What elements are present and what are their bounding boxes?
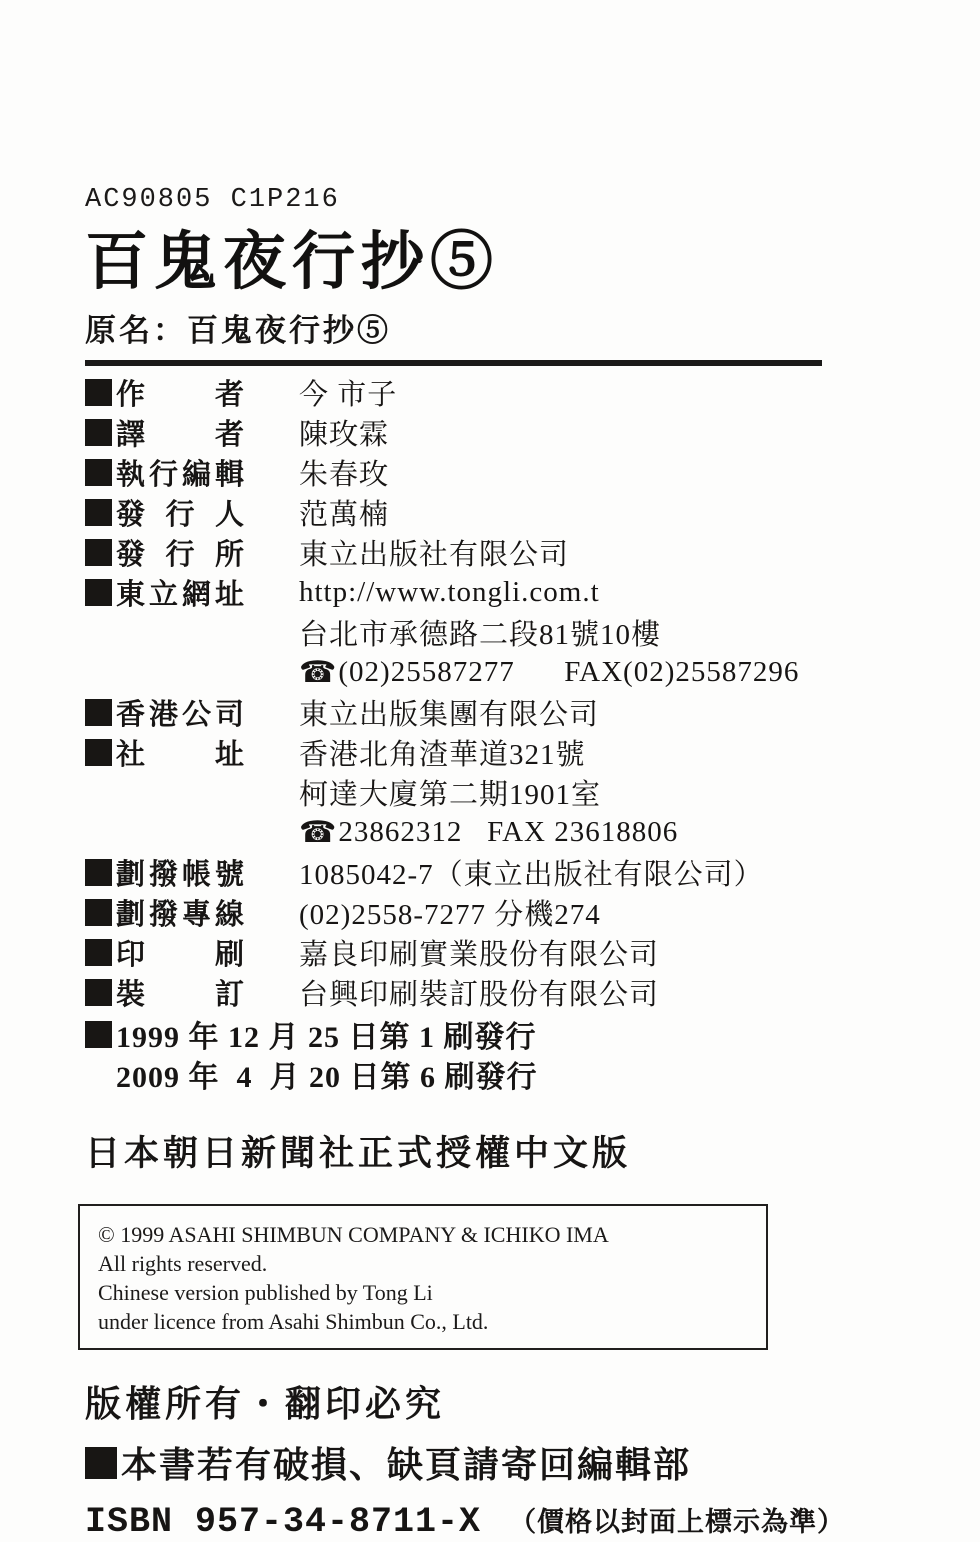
row-website [85,572,920,612]
bullet-square-icon [85,739,112,766]
row-executive-editor [85,452,920,492]
row-value: 東立出版集團有限公司 [299,698,600,731]
row-value: 香港北角渣華道321號 [299,738,586,771]
print-code: AC90805 C1P216 [85,185,340,215]
row-label: 裝訂 [116,978,244,1011]
bullet-square-icon [85,1021,112,1048]
authorization-statement: 日本朝日新聞社正式授權中文版 [85,1134,632,1174]
row-label: 東立網址 [116,578,244,611]
row-value: 范萬楠 [299,498,390,531]
row-value: (02)25587277 FAX(02)25587296 [338,655,800,688]
edition-text: 1999 年 12 月 25 日第 1 刷發行 [116,1021,537,1055]
row-hk-address-2 [85,772,920,812]
row-value: 今 市子 [299,378,398,411]
row-label: 發行人 [116,498,244,531]
row-label: 執行編輯 [116,458,244,491]
row-label: 發行所 [116,538,244,571]
first-printing [85,1014,920,1054]
bullet-square-icon [85,379,112,406]
row-value: 柯達大廈第二期1901室 [299,778,602,811]
price-note: （價格以封面上標示為準） [509,1507,846,1538]
row-label: 劃撥專線 [116,898,244,931]
bullet-square-icon [85,859,112,886]
bullet-square-icon [85,939,112,966]
row-translator [85,412,920,452]
bullet-square-icon [85,899,112,926]
row-taipei-address [85,612,920,652]
row-printing [85,932,920,972]
row-value: 23862312 FAX 23618806 [338,815,679,848]
phone-icon: ☎ [299,654,337,690]
row-value: 朱春玫 [299,458,390,491]
row-value: 台北市承德路二段81號10樓 [299,618,662,651]
bullet-square-icon [85,499,112,526]
license-rights-line: All rights reserved. [98,1251,268,1277]
bullet-square-icon [85,539,112,566]
divider-rule [85,360,822,366]
license-version-line: Chinese version published by Tong Li [98,1280,433,1306]
row-postal-account [85,852,920,892]
edition-text: 2009 年 4 月 20 日第 6 刷發行 [116,1061,538,1095]
damage-notice-text: 本書若有破損、缺頁請寄回編輯部 [121,1445,692,1486]
isbn-row [85,1500,920,1542]
row-label: 香港公司 [116,698,244,731]
row-value: 嘉良印刷實業股份有限公司 [299,938,660,971]
row-publishing-house [85,532,920,572]
bullet-square-icon [85,979,112,1006]
sixth-printing [85,1054,920,1094]
row-postal-hotline [85,892,920,932]
row-taipei-phone [85,652,920,692]
isbn-number: ISBN 957-34-8711-X [85,1502,482,1542]
colophon-rows [85,372,920,1012]
row-label: 劃撥帳號 [116,858,244,891]
row-author [85,372,920,412]
row-binding [85,972,920,1012]
edition-history [85,1014,920,1094]
row-hk-company [85,692,920,732]
row-value: 台興印刷裝訂股份有限公司 [299,978,660,1011]
row-hk-address [85,732,920,772]
copyright-notice: 版權所有・翻印必究 [85,1384,446,1425]
bullet-square-icon [85,1447,117,1479]
row-publisher-person [85,492,920,532]
bullet-square-icon [85,419,112,446]
row-label: 印刷 [116,938,244,971]
row-hk-phone [85,812,920,852]
row-value: 1085042-7（東立出版社有限公司） [299,858,764,891]
bullet-square-icon [85,579,112,606]
license-box [78,1204,768,1350]
row-label: 譯者 [116,418,244,451]
website-url: http://www.tongli.com.t [299,575,600,608]
bullet-square-icon [85,699,112,726]
original-title: 原名：百鬼夜行抄⑤ [85,313,391,349]
phone-icon: ☎ [299,814,337,850]
row-label: 作者 [116,378,244,411]
bullet-square-icon [85,459,112,486]
damage-return-notice [85,1437,920,1488]
row-value: 陳玫霖 [299,418,390,451]
license-copyright-line: © 1999 ASAHI SHIMBUN COMPANY & ICHIKO IMA [98,1222,609,1248]
row-label: 社址 [116,738,244,771]
license-licence-line: under licence from Asahi Shimbun Co., Ltd. [98,1309,489,1335]
row-value: (02)2558-7277 分機274 [299,898,601,931]
book-title: 百鬼夜行抄⑤ [85,227,499,297]
row-value: 東立出版社有限公司 [299,538,570,571]
